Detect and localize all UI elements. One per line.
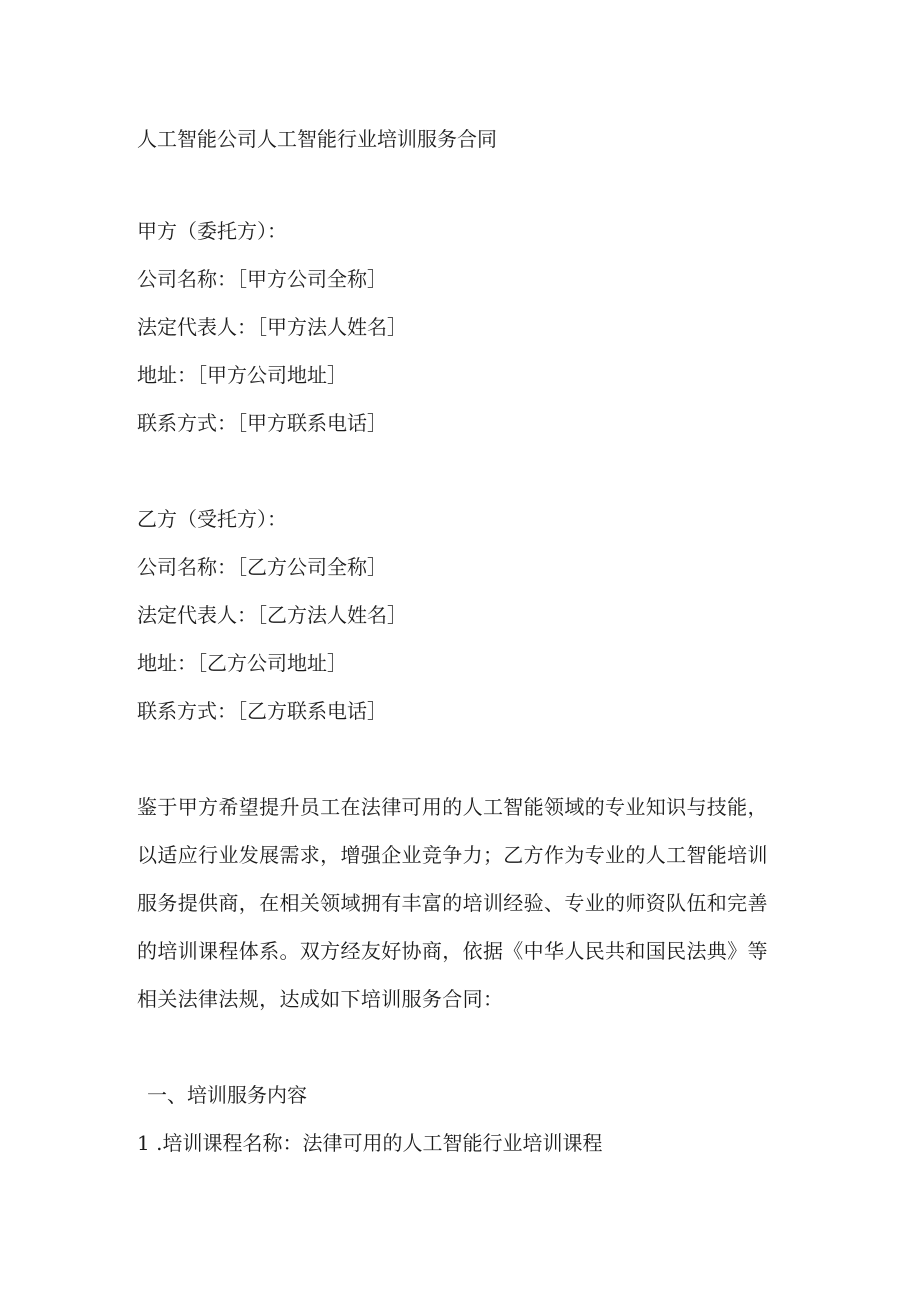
- party-a-representative: 法定代表人：［甲方法人姓名］: [137, 315, 407, 339]
- preamble-line: 的培训课程体系。双方经友好协商，依据《中华人民共和国民法典》等: [137, 939, 768, 963]
- document-title: 人工智能公司人工智能行业培训服务合同: [137, 127, 497, 151]
- section-1-item-1: 1 .培训课程名称：法律可用的人工智能行业培训课程: [137, 1131, 603, 1155]
- party-a-contact: 联系方式：［甲方联系电话］: [137, 411, 387, 435]
- party-b-contact: 联系方式：［乙方联系电话］: [137, 699, 387, 723]
- preamble-line: 以适应行业发展需求，增强企业竞争力；乙方作为专业的人工智能培训: [137, 843, 768, 867]
- party-b-representative: 法定代表人：［乙方法人姓名］: [137, 603, 407, 627]
- party-b-address: 地址：［乙方公司地址］: [137, 651, 347, 675]
- party-a-address: 地址：［甲方公司地址］: [137, 363, 347, 387]
- section-1-heading: 一、培训服务内容: [147, 1083, 307, 1107]
- party-a-heading: 甲方（委托方）：: [137, 219, 287, 243]
- preamble-line: 相关法律法规，达成如下培训服务合同：: [137, 987, 504, 1011]
- party-a-company: 公司名称：［甲方公司全称］: [137, 267, 387, 291]
- party-b-company: 公司名称：［乙方公司全称］: [137, 555, 387, 579]
- preamble-line: 鉴于甲方希望提升员工在法律可用的人工智能领域的专业知识与技能，: [137, 795, 768, 819]
- preamble-line: 服务提供商，在相关领域拥有丰富的培训经验、专业的师资队伍和完善: [137, 891, 768, 915]
- party-b-heading: 乙方（受托方）：: [137, 507, 287, 531]
